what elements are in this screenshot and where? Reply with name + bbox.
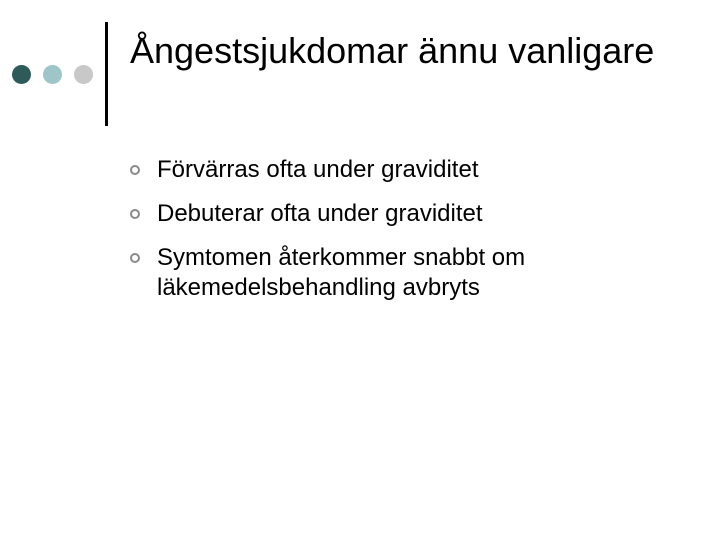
bullet-item [130,243,690,303]
slide-title: Ångestsjukdomar ännu vanligare [130,30,655,71]
bullet-circle-icon [130,253,140,263]
bullet-item [130,199,690,229]
bullet-text: Debuterar ofta under graviditet [157,200,483,227]
bullet-item [130,155,690,185]
decorative-dot-dark [12,65,31,84]
decorative-dot-gray [74,65,93,84]
decorative-dot-teal [43,65,62,84]
bullet-text: Förvärras ofta under graviditet [157,156,479,183]
bullet-list [130,155,690,317]
bullet-circle-icon [130,209,140,219]
bullet-circle-icon [130,165,140,175]
bullet-text: Symtomen återkommer snabbt om läkemedelsbehandling avbryts [157,244,526,301]
title-divider [105,22,108,126]
